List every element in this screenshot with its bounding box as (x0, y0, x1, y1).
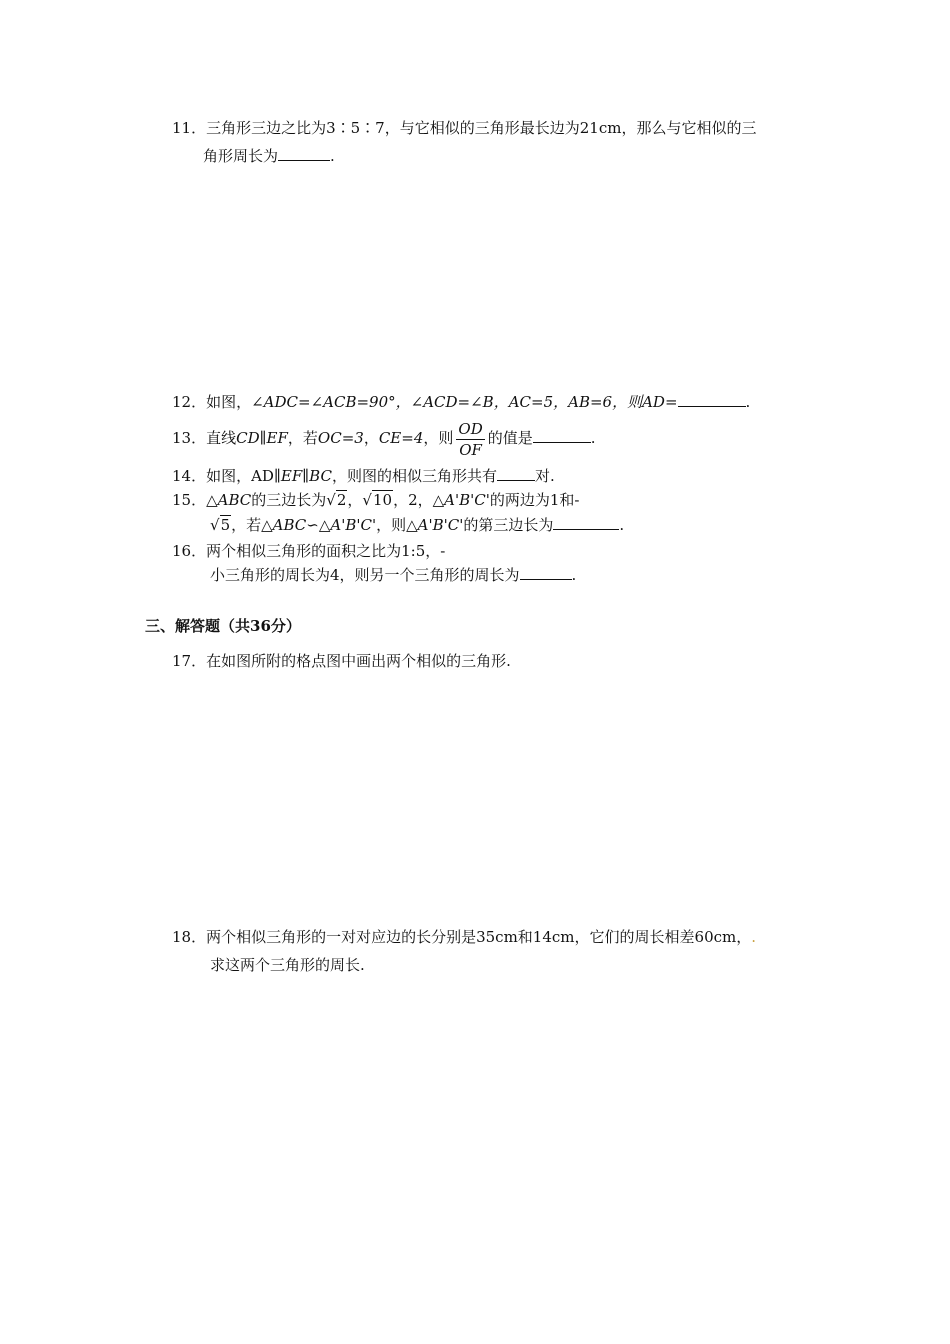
q16-line2 (210, 565, 576, 585)
q15-text-f: A'B'C' (444, 491, 490, 509)
q15-text-n: 的第三边长为 (463, 516, 554, 534)
q13-text-d: OC=3 (317, 429, 364, 447)
q11-answer-blank[interactable] (278, 146, 330, 161)
q15-text-g: 的两边为1和- (489, 491, 580, 509)
q13-text-f: CE=4 (378, 429, 424, 447)
q11-line2 (203, 146, 335, 166)
q14-text-c: ，则图的相似三角形共有 (331, 467, 497, 485)
q14-text-b: EF∥BC (280, 467, 332, 485)
q13-fraction-denominator: OF (459, 440, 482, 459)
q12-text-b: ∠ADC=∠ACB=90°，∠ACD=∠B，AC=5，AB=6，则AD= (251, 393, 678, 411)
q14-number: 14． (172, 467, 207, 485)
q15-sqrt-2: √2 (326, 491, 347, 509)
q16-number: 16． (172, 542, 207, 560)
q18-line1 (172, 927, 756, 947)
q14-text-d: 对. (534, 467, 555, 485)
q15-answer-blank[interactable] (553, 515, 619, 530)
q12-number: 12． (172, 393, 207, 411)
q13-fraction-numerator: OD (458, 419, 483, 438)
q15-text-e: ，2，△ (393, 491, 445, 509)
q13-text-a: 直线 (206, 429, 237, 447)
q16-end: . (571, 566, 577, 584)
q13-text-e: ， (363, 429, 379, 447)
q18-number: 18． (172, 928, 207, 946)
q16-text-line2: 小三角形的周长为4，则另一个三角形的周长为 (210, 566, 520, 584)
q15-text-i: ABC (272, 516, 307, 534)
q15-line1 (172, 490, 579, 510)
q13-end: . (590, 429, 596, 447)
q15-text-c: 的三边长为 (251, 491, 327, 509)
q17-number: 17． (172, 652, 207, 670)
q12-line (172, 392, 750, 412)
q16-text-line1: 两个相似三角形的面积之比为1:5，- (206, 542, 446, 560)
q14-answer-blank[interactable] (497, 466, 535, 481)
q13-answer-blank[interactable] (533, 428, 591, 443)
q15-text-j: ∽△ (306, 516, 331, 534)
q15-number: 15． (172, 491, 207, 509)
section3-label: 三、 (145, 617, 176, 635)
q15-text-h: ，若△ (231, 516, 273, 534)
q11-line1 (172, 118, 756, 138)
q13-number: 13． (172, 429, 207, 447)
q18-line2 (210, 955, 365, 975)
q14-text-a: 如图，AD∥ (206, 467, 281, 485)
q17-line (172, 651, 511, 671)
q11-text-line1: 三角形三边之比为3∶5∶7，与它相似的三角形最长边为21cm，那么与它相似的三 (206, 119, 757, 137)
q15-text-l: ，则△ (376, 516, 418, 534)
q11-text-line2: 角形周长为 (203, 147, 279, 165)
q13-text-c: ，若 (287, 429, 318, 447)
q15-sqrt-10-radicand: 10 (372, 491, 393, 509)
q15-text-d: ， (347, 491, 363, 509)
q13-text-b: CD∥EF (236, 429, 288, 447)
q13-text-g: ，则 (423, 429, 454, 447)
q15-text-b: ABC (217, 491, 252, 509)
q12-end: . (745, 393, 751, 411)
q15-end: . (619, 516, 625, 534)
q15-sqrt-10: √10 (362, 491, 393, 509)
q16-answer-blank[interactable] (520, 565, 572, 580)
q15-line2 (210, 515, 624, 535)
section3-title: 解答题（共36分） (175, 617, 301, 635)
q12-answer-blank[interactable] (678, 392, 746, 407)
stray-dot-mark: . (751, 928, 757, 946)
q16-line1 (172, 541, 445, 561)
q11-end: . (330, 147, 335, 165)
q11-number: 11． (172, 119, 207, 137)
q13-line (172, 416, 596, 460)
q18-text-line1: 两个相似三角形的一对对应边的长分别是35cm和14cm，它们的周长相差60cm， (206, 928, 752, 946)
q14-line (172, 466, 555, 486)
q18-text-line2: 求这两个三角形的周长. (210, 956, 365, 974)
q13-fraction (456, 419, 484, 460)
q15-sqrt-2-radicand: 2 (336, 491, 347, 509)
q15-text-a: △ (206, 491, 218, 509)
q15-sqrt-5-radicand: 5 (220, 516, 231, 534)
q15-text-m: A'B'C' (417, 516, 464, 534)
q12-text-a: 如图， (206, 393, 252, 411)
section3-heading (145, 616, 301, 636)
q15-sqrt-5: √5 (210, 516, 231, 534)
q13-text-h: 的值是 (487, 429, 533, 447)
q17-text: 在如图所附的格点图中画出两个相似的三角形. (206, 652, 511, 670)
q15-text-k: A'B'C' (330, 516, 377, 534)
